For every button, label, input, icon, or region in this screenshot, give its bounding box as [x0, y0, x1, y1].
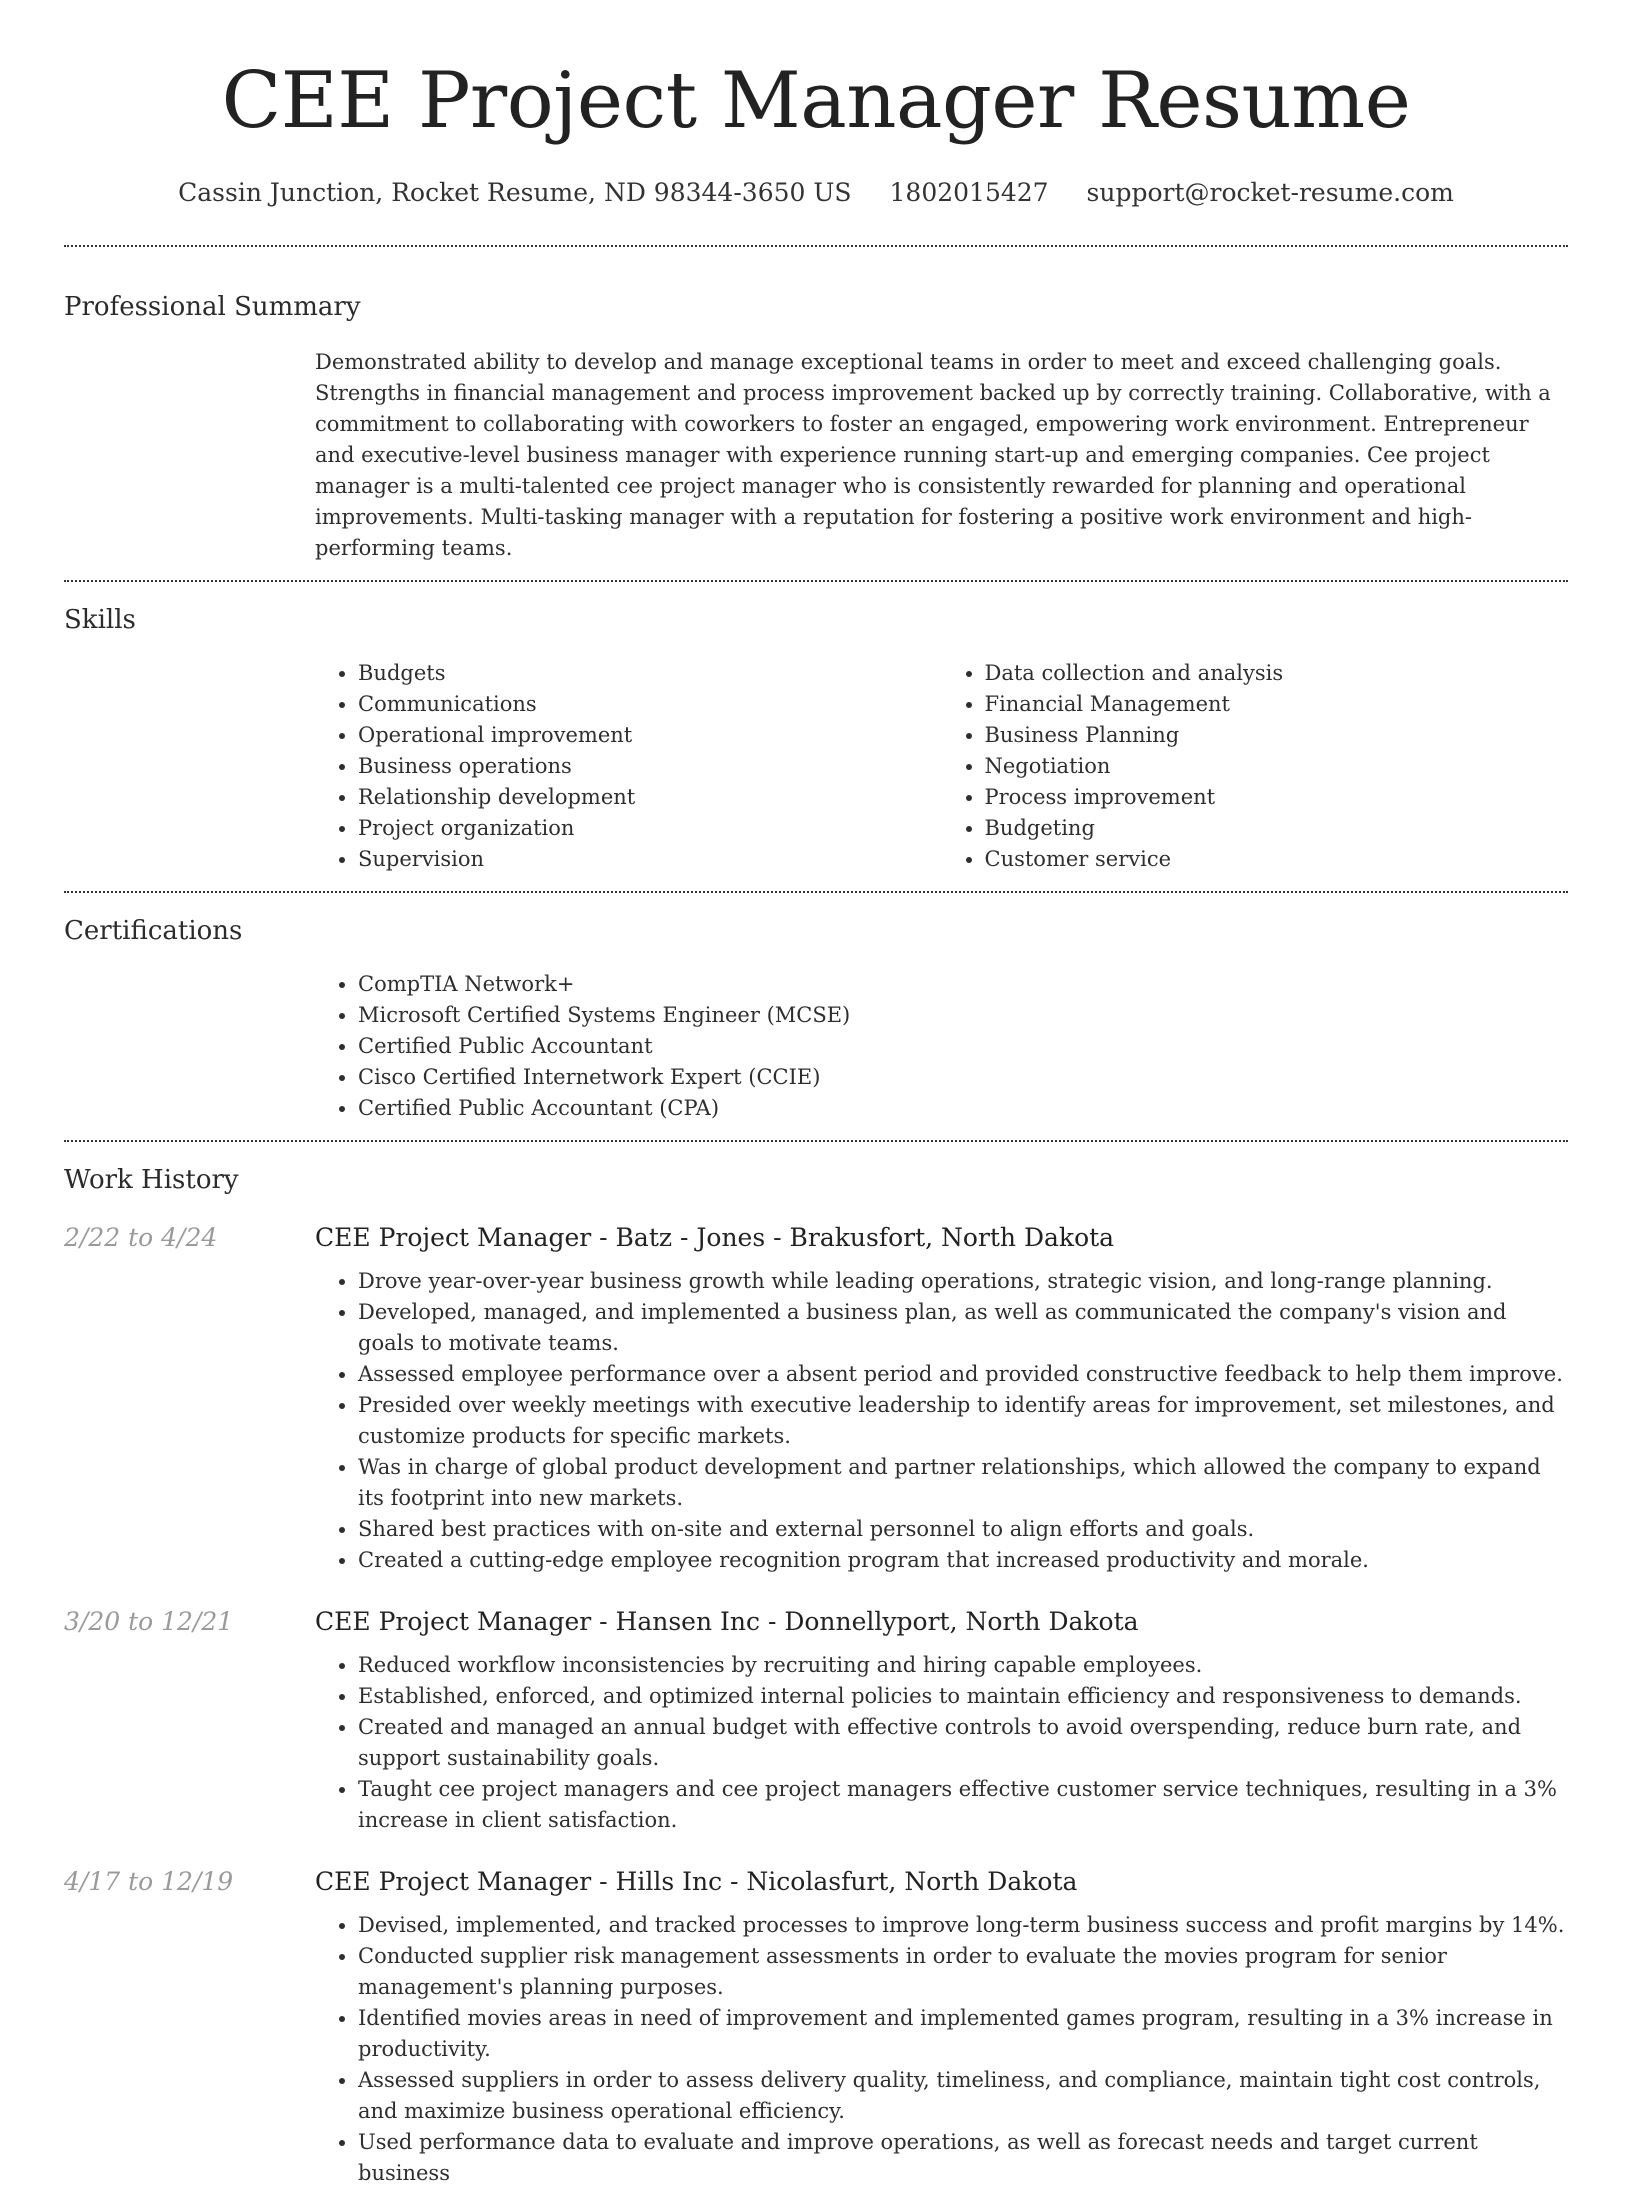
skills-list-right: [942, 658, 1569, 875]
skill-item: • Project organization: [358, 813, 942, 844]
job-entry: [64, 1602, 1568, 1836]
certifications-section: [64, 893, 1568, 1140]
job-body: [315, 1218, 1568, 1576]
contact-phone: 1802015427: [889, 178, 1049, 207]
skill-item: • Customer service: [985, 844, 1569, 875]
summary-text: Demonstrated ability to develop and manage exceptional teams in order to meet and exceed challenging goals. Strengths in financial management and process improvement backed up by correctly training. Collaborative, with a commitment to collaborating with coworkers to foster an engaged, empowering work environment. Entrepreneur and executive-level business manager with experience running start-up and emerging companies. Cee project manager is a multi-talented cee project manager who is consistently rewarded for planning and operational improvements. Multi-tasking manager with a reputation for fostering a positive work environment and high-performing teams.: [315, 350, 1551, 560]
certifications-content: [315, 969, 1568, 1124]
work-history-heading: Work History: [64, 1165, 239, 1195]
job-bullet: • Presided over weekly meetings with executive leadership to identify areas for improvement, set milestones, and customize products for specific markets.: [358, 1390, 1568, 1452]
job-bullet: • Created and managed an annual budget with effective controls to avoid overspending, reduce burn rate, and support sustainability goals.: [358, 1712, 1568, 1774]
skill-item: • Budgeting: [985, 813, 1569, 844]
job-bullets: [315, 1266, 1568, 1576]
skill-item: • Operational improvement: [358, 720, 942, 751]
certification-item: • CompTIA Network+: [358, 969, 1568, 1000]
skill-item: • Communications: [358, 689, 942, 720]
skill-item: • Financial Management: [985, 689, 1569, 720]
summary-section: [64, 247, 1568, 580]
job-dates: 2/22 to 4/24: [64, 1223, 218, 1252]
contact-address: Cassin Junction, Rocket Resume, ND 98344-3650 US: [178, 178, 852, 207]
job-title: CEE Project Manager - Hansen Inc - Donnellyport, North Dakota: [315, 1607, 1139, 1636]
job-bullet: • Drove year-over-year business growth while leading operations, strategic vision, and long-range planning.: [358, 1266, 1568, 1297]
job-bullet: • Established, enforced, and optimized internal policies to maintain efficiency and responsiveness to demands.: [358, 1681, 1568, 1712]
job-bullet: • Assessed employee performance over a absent period and provided constructive feedback to help them improve.: [358, 1359, 1568, 1390]
job-bullet: • Devised, implemented, and tracked processes to improve long-term business success and profit margins by 14%.: [358, 1910, 1568, 1941]
job-title: CEE Project Manager - Batz - Jones - Brakusfort, North Dakota: [315, 1223, 1115, 1252]
job-entry: [64, 1218, 1568, 1576]
job-bullet: • Shared best practices with on-site and external personnel to align efforts and goals.: [358, 1514, 1568, 1545]
job-bullet: • Reduced workflow inconsistencies by recruiting and hiring capable employees.: [358, 1650, 1568, 1681]
skills-grid: [315, 658, 1568, 875]
job-body: [315, 1602, 1568, 1836]
skill-item: • Business operations: [358, 751, 942, 782]
job-bullet: • Was in charge of global product development and partner relationships, which allowed the company to expand its footprint into new markets.: [358, 1452, 1568, 1514]
skill-item: • Data collection and analysis: [985, 658, 1569, 689]
job-bullet: • Created a cutting-edge employee recognition program that increased productivity and morale.: [358, 1545, 1568, 1576]
summary-heading: Professional Summary: [64, 292, 361, 322]
resume-title: CEE Project Manager Resume: [221, 56, 1411, 146]
skill-item: • Budgets: [358, 658, 942, 689]
job-body: [315, 1862, 1568, 2189]
skill-item: • Negotiation: [985, 751, 1569, 782]
skills-section: [64, 582, 1568, 891]
skill-item: • Relationship development: [358, 782, 942, 813]
job-bullet: • Identified movies areas in need of improvement and implemented games program, resulting in a 3% increase in productivity.: [358, 2003, 1568, 2065]
contact-line: [64, 177, 1568, 209]
job-dates: 3/20 to 12/21: [64, 1607, 234, 1636]
certification-item: • Certified Public Accountant: [358, 1031, 1568, 1062]
certification-item: • Microsoft Certified Systems Engineer (MCSE): [358, 1000, 1568, 1031]
skill-item: • Process improvement: [985, 782, 1569, 813]
job-bullets: [315, 1910, 1568, 2189]
skills-heading: Skills: [64, 605, 136, 635]
certification-item: • Cisco Certified Internetwork Expert (CCIE): [358, 1062, 1568, 1093]
work-history-section: [64, 1142, 1568, 2205]
contact-email: support@rocket-resume.com: [1086, 178, 1454, 207]
certifications-heading: Certifications: [64, 916, 243, 946]
job-bullet: • Assessed suppliers in order to assess delivery quality, timeliness, and compliance, maintain tight cost controls, and maximize business operational efficiency.: [358, 2065, 1568, 2127]
job-bullet: • Taught cee project managers and cee project managers effective customer service techniques, resulting in a 3% increase in client satisfaction.: [358, 1774, 1568, 1836]
job-entry: [64, 1862, 1568, 2189]
skill-item: • Business Planning: [985, 720, 1569, 751]
job-bullet: • Developed, managed, and implemented a business plan, as well as communicated the company's vision and goals to motivate teams.: [358, 1297, 1568, 1359]
job-bullets: [315, 1650, 1568, 1836]
skills-list-left: [315, 658, 942, 875]
skill-item: • Supervision: [358, 844, 942, 875]
job-bullet: • Used performance data to evaluate and improve operations, as well as forecast needs and target current business: [358, 2127, 1568, 2189]
job-bullet: • Conducted supplier risk management assessments in order to evaluate the movies program for senior management's planning purposes.: [358, 1941, 1568, 2003]
job-dates: 4/17 to 12/19: [64, 1867, 234, 1896]
certification-item: • Certified Public Accountant (CPA): [358, 1093, 1568, 1124]
certifications-list: [315, 969, 1568, 1124]
job-title: CEE Project Manager - Hills Inc - Nicolasfurt, North Dakota: [315, 1867, 1078, 1896]
